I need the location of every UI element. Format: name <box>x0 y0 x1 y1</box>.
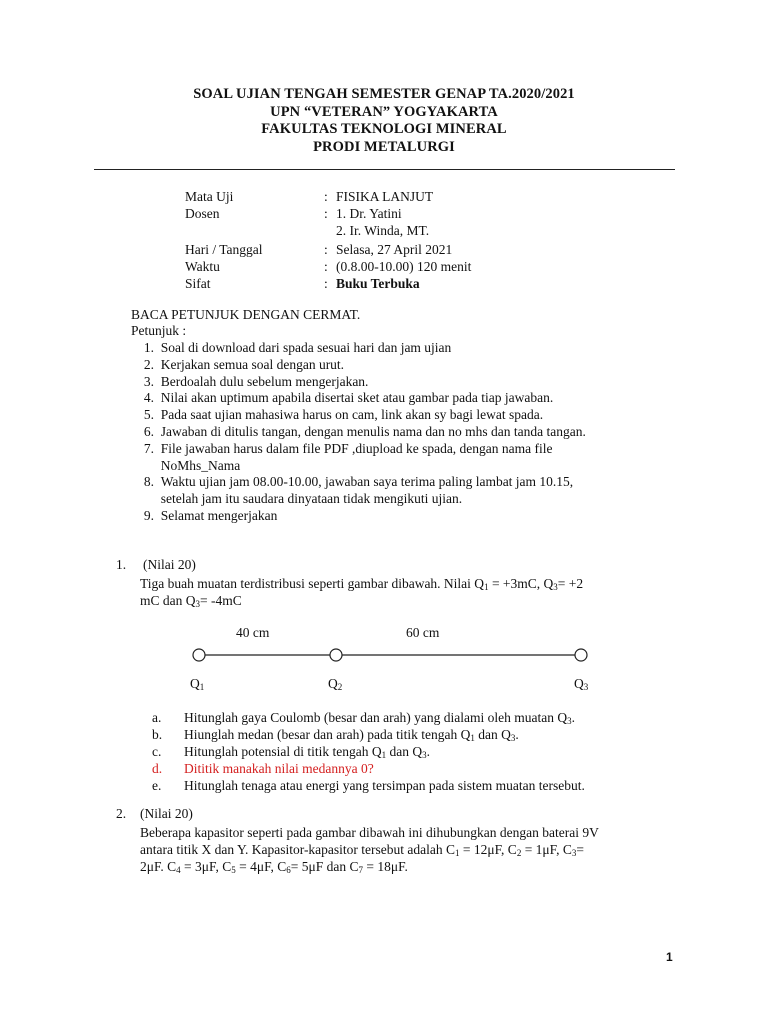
info-colon <box>324 222 336 239</box>
instruction-item <box>131 374 586 391</box>
text-run: = <box>576 842 584 857</box>
question-number: 1. <box>116 557 127 572</box>
info-colon: : <box>324 206 328 221</box>
subscript: 1 <box>470 733 475 743</box>
text-run: = 4μF, C <box>235 859 287 874</box>
instruction-item <box>131 474 586 491</box>
info-value: Buku Terbuka <box>336 276 420 291</box>
page-number: 1 <box>666 950 673 964</box>
info-label: Sifat <box>185 276 211 291</box>
part-label: d. <box>152 761 163 776</box>
instruction-text: Berdoalah dulu sebelum mengerjakan. <box>160 373 369 389</box>
instruction-number: 5. <box>143 407 154 423</box>
subscript: 5 <box>231 865 236 875</box>
instruction-text: Selamat mengerjakan <box>160 507 278 523</box>
text-run: Tiga buah muatan terdistribusi seperti gambar dibawah. Nilai Q <box>140 576 485 591</box>
charge-q1-label <box>190 676 204 692</box>
instruction-item <box>131 491 586 508</box>
instruction-item <box>131 357 586 374</box>
instruction-number <box>131 491 154 508</box>
part-label: c. <box>152 744 162 759</box>
instruction-item <box>131 407 586 424</box>
subscript: 2 <box>516 848 522 858</box>
info-row <box>185 241 471 258</box>
question-text <box>140 575 583 609</box>
exam-info <box>185 188 471 292</box>
instructions <box>131 306 586 525</box>
instruction-item <box>131 390 586 407</box>
charge-q2-marker <box>330 649 342 661</box>
subscript: 6 <box>286 865 291 875</box>
info-colon: : <box>324 242 328 257</box>
question-1-parts <box>152 709 585 794</box>
question-text <box>140 824 599 875</box>
info-row <box>185 222 471 239</box>
info-colon: : <box>324 189 328 204</box>
text-run: = 5μF dan C <box>290 859 359 874</box>
distance-label-1: 40 cm <box>236 625 270 640</box>
subscript: 1 <box>484 582 489 592</box>
part-label: b. <box>152 727 163 742</box>
info-value: Selasa, 27 April 2021 <box>336 242 453 257</box>
header-university: UPN “VETERAN” YOGYAKARTA <box>270 103 498 120</box>
question-number: 2. <box>116 806 127 821</box>
instruction-text: Soal di download dari spada sesuai hari dan jam ujian <box>160 340 452 355</box>
text-run: mC dan Q <box>140 593 196 608</box>
instruction-number: 3. <box>143 373 154 389</box>
info-value: (0.8.00-10.00) 120 menit <box>336 259 472 274</box>
question-part <box>152 743 585 760</box>
charge-q2-label <box>328 676 342 692</box>
question-line <box>140 575 583 592</box>
instruction-number: 7. <box>143 440 154 456</box>
instruction-text: File jawaban harus dalam file PDF ,diupload ke spada, dengan nama file <box>160 440 553 456</box>
question-part-highlighted <box>152 760 585 777</box>
instructions-subheading: Petunjuk : <box>131 323 187 338</box>
text-run: . <box>426 744 430 759</box>
instruction-number <box>131 458 154 475</box>
subscript: 1 <box>199 682 205 692</box>
instruction-item <box>131 441 586 458</box>
part-text: Hitunglah tenaga atau energi yang tersimpan pada sistem muatan tersebut. <box>184 778 585 793</box>
header-title: SOAL UJIAN TENGAH SEMESTER GENAP TA.2020/2021 <box>193 86 575 102</box>
subscript: 1 <box>455 848 460 858</box>
info-label <box>185 222 324 239</box>
charge-q1-marker <box>193 649 205 661</box>
text-run: 2μF. C <box>140 859 177 874</box>
instruction-item <box>131 424 586 441</box>
question-line <box>140 841 599 858</box>
header-program: PRODI METALURGI <box>313 138 455 155</box>
info-value: FISIKA LANJUT <box>336 189 434 204</box>
subscript: 7 <box>358 865 363 875</box>
info-value: 2. Ir. Winda, MT. <box>336 223 430 238</box>
info-row <box>185 188 471 205</box>
info-label: Dosen <box>185 206 220 221</box>
text-run: Hiunglah medan (besar dan arah) pada titik tengah Q <box>184 727 471 742</box>
part-text <box>184 726 519 743</box>
instruction-text: NoMhs_Nama <box>160 457 241 473</box>
question-part <box>152 777 585 794</box>
exam-header <box>0 86 768 156</box>
instruction-text: setelah jam itu saudara dinyataan tidak mengikuti ujian. <box>160 491 463 507</box>
info-label: Hari / Tanggal <box>185 242 263 257</box>
question-score: (Nilai 20) <box>143 557 196 572</box>
text-run: dan Q <box>386 744 423 759</box>
text-run: . <box>515 727 519 742</box>
charge-diagram <box>180 620 600 700</box>
instruction-number: 9. <box>143 507 154 523</box>
text-run: = +2 <box>557 576 584 591</box>
instruction-text: Jawaban di ditulis tangan, dengan menulis nama dan no mhs dan tanda tangan. <box>160 423 586 439</box>
text-run: Q <box>574 676 584 691</box>
text-run: . <box>571 710 576 725</box>
question-score: (Nilai 20) <box>140 806 193 821</box>
subscript: 3 <box>195 599 200 609</box>
instruction-text: Kerjakan semua soal dengan urut. <box>160 356 345 372</box>
subscript: 3 <box>571 848 577 858</box>
header-divider <box>94 169 675 170</box>
text-run: = +3mC, Q <box>488 576 554 591</box>
instruction-number: 2. <box>143 356 154 372</box>
text-run: = 3μF, C <box>180 859 232 874</box>
instruction-text: Nilai akan uptimum apabila disertai sket atau gambar pada tiap jawaban. <box>160 390 554 406</box>
question-line <box>140 858 599 875</box>
charge-q3-marker <box>575 649 587 661</box>
question-line <box>140 592 583 609</box>
instruction-number: 4. <box>143 390 154 406</box>
info-colon: : <box>324 259 328 274</box>
distance-label-2: 60 cm <box>406 625 440 640</box>
text-run: = -4mC <box>200 593 242 608</box>
question-part <box>152 726 585 743</box>
part-text <box>184 709 575 726</box>
header-faculty: FAKULTAS TEKNOLOGI MINERAL <box>261 121 507 137</box>
instructions-list <box>131 340 586 525</box>
subscript: 3 <box>510 733 516 743</box>
info-colon: : <box>324 276 328 291</box>
text-run: Q <box>190 676 200 691</box>
subscript: 3 <box>583 682 589 692</box>
part-text: Dititik manakah nilai medannya 0? <box>184 761 374 776</box>
text-run: Hitunglah potensial di titik tengah Q <box>184 744 382 759</box>
instruction-number: 8. <box>143 474 154 490</box>
part-text <box>184 743 430 760</box>
info-label: Waktu <box>185 259 220 274</box>
subscript: 1 <box>381 750 387 760</box>
instructions-heading: BACA PETUNJUK DENGAN CERMAT. <box>131 307 361 322</box>
subscript: 3 <box>422 750 427 760</box>
text-run: Hitunglah gaya Coulomb (besar dan arah) yang dialami oleh muatan Q <box>184 710 568 725</box>
info-row <box>185 258 471 275</box>
subscript: 3 <box>567 716 572 726</box>
instruction-item <box>131 508 586 525</box>
subscript: 4 <box>176 865 181 875</box>
part-label: a. <box>152 710 162 725</box>
text-run: = 18μF. <box>363 859 408 874</box>
instruction-item <box>131 458 586 475</box>
text-run: antara titik X dan Y. Kapasitor-kapasitor tersebut adalah C <box>140 842 456 857</box>
charge-q3-label <box>574 676 588 692</box>
text-run: Q <box>328 676 338 691</box>
info-row <box>185 205 471 222</box>
instruction-number: 6. <box>143 423 154 439</box>
subscript: 3 <box>553 582 558 592</box>
text-run: = 12μF, C <box>459 842 517 857</box>
question-line: Beberapa kapasitor seperti pada gambar dibawah ini dihubungkan dengan baterai 9V <box>140 825 599 840</box>
instruction-text: Pada saat ujian mahasiwa harus on cam, link akan sy bagi lewat spada. <box>160 407 544 423</box>
instruction-number: 1. <box>143 340 154 355</box>
subscript: 2 <box>337 682 343 692</box>
part-label: e. <box>152 778 162 793</box>
info-row <box>185 275 471 292</box>
text-run: dan Q <box>474 727 511 742</box>
info-label: Mata Uji <box>185 189 234 204</box>
instruction-text: Waktu ujian jam 08.00-10.00, jawaban saya terima paling lambat jam 10.15, <box>160 474 574 490</box>
text-run: = 1μF, C <box>521 842 572 857</box>
instruction-item <box>131 340 586 357</box>
info-value: 1. Dr. Yatini <box>336 206 402 221</box>
question-part <box>152 709 585 726</box>
